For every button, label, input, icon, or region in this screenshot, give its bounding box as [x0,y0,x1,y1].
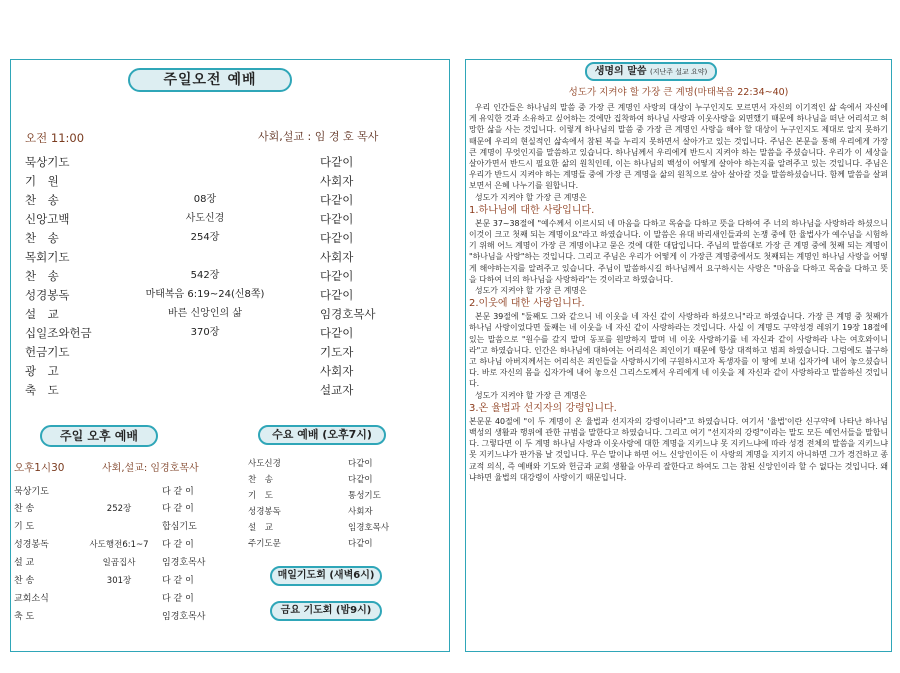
order-who: 사회자 [320,364,354,378]
order-item: 설 교 [25,307,59,321]
wed-order-row [248,505,396,520]
sermon-point-3-heading: 3.온 율법과 선지자의 강령입니다. [469,402,617,414]
sermon-lead: 성도가 지켜야 할 가장 큰 계명은 [475,286,587,296]
pm-service-title: 주일 오후 예배 [40,425,158,447]
order-item: 축 도 [14,612,35,622]
order-who: 다같이 [320,155,354,169]
sermon-badge [585,62,717,81]
order-who: 임경호목사 [320,307,376,321]
order-who: 다같이 [348,475,373,485]
friday-prayer-title: 금요 기도회 (밤9시) [270,601,382,621]
wed-order-row [248,457,396,472]
order-who: 다 같 이 [162,576,194,586]
order-item: 찬 송 [248,475,273,485]
order-who: 다같이 [320,326,354,340]
am-order-row [25,229,380,247]
order-item: 교회소식 [14,594,49,604]
am-service-time: 오전 11:00 [25,131,85,145]
sermon-point-2-text: 본문 39절에 "둘째도 그와 같으니 네 이웃을 네 자신 같이 사랑하라 하셨으니"라고 하였습니다. 가장 큰 계명 중 첫째가 하나님 사랑이었다면 둘째는 네 이웃을 네 자신 같이 사랑하라는 것입니다. 사실 이 계명도 구약성경 레위기 19장 18절에 있는 말씀으로 "원수를 갚지 말며 동포를 원망하지 말며 네 이웃 사랑하기를 네 자신과 같이 사랑하라 나는 여호와이니라"고 하였습니다. 인간은 하나님에 대하여는 어리석은 죄인이기 때문에 항상 대적하고 범죄 하였습니다. 그럼에도 불구하고 하나님 아버지께서는 어리석은 죄인들을 사랑하시기에 구원하시고자 독생자를 이 땅에 보내 십자가에 내어 놓으셨습니다. 바로 자신의 몸을 십자가에 내어 놓으신 그리스도께서 우리에게 네 이웃을 제 자신과 같이 사랑하라고 말씀하신 것입니다. [469,312,888,389]
pm-order-row [14,484,234,501]
order-who: 사회자 [320,250,354,264]
order-who: 기도자 [320,345,354,359]
pm-order-row [14,555,234,572]
daily-prayer-title: 매일기도회 (새벽6시) [270,566,382,586]
sermon-intro: 우리 인간들은 하나님의 말씀 중 가장 큰 계명인 사랑의 대상이 누구인지도 모르면서 자신의 이기적인 삶 속에서 자신에게 유익한 것과 소유하고 싶어하는 것에만 집착하여 하나님 사랑과 이웃사랑을 외면했기 때문에 하나님을 떠난 어리석고 허망한 삶을 사는 것입니다. 이렇게 하나님의 말씀 중 가장 큰 계명인 사랑을 해야 할 대상이 누구인지도 제대로 알지 못하기 때문에 우리의 현실적인 삶속에서 참된 복을 누리지 못하면서 살아가고 있는 것입니다. 주님은 본문을 통해 우리에게 가장 큰 계명이 무엇인지를 말씀하고 있습니다. 하나님께서 우리에게 반드시 지켜야 하는 말씀을 주셨습니다. 우리가 이 세상을 살아가면서 반드시 필요한 삶의 원칙인데, 이는 하나님의 백성이 어떻게 살아야 하는지를 알려주고 있는 것입니다. 주님은 우리가 반드시 지켜야 하는 계명들 중에 가장 큰 계명을 삶의 원칙으로 삼아 살아갈 것을 말씀하셨습니다. 함께 말씀을 살펴보면서 은혜 나누기를 원합니다. [469,103,888,191]
sermon-point-1-text: 본문 37~38절에 "예수께서 이르시되 네 마음을 다하고 목숨을 다하고 뜻을 다하여 주 너의 하나님을 사랑하라 하셨으니 이것이 크고 첫째 되는 계명이요"라고 하였습니다. 이 말씀은 유대 바리새인들과의 논쟁 중에 한 율법사가 예수님을 시험하기 위해 어느 계명이 가장 큰 계명이냐고 묻은 것에 대한 대답입니다. 주님의 말씀대로 가장 큰 계명 중에 첫째 되는 계명이 "하나님을 사랑"하는 것입니다. 그리고 주님은 우리가 어떻게 이 가장큰 계명중에서도 첫째되는 계명인 하나님 사랑을 어떻게 해야하는지를 알려주고 있습니다. 주님이 말씀하시길 하나님께서 요구하시는 사랑은 "마음을 다하고 목숨을 다하고 뜻을 다하여 너의 하나님을 사랑하라"는 것이라고 하였습니다. [469,218,888,284]
order-item: 신앙고백 [25,212,70,226]
order-item: 기 원 [25,174,59,188]
order-item: 성경봉독 [25,288,70,302]
am-order-row [25,153,380,171]
order-detail: 301장 [106,576,132,586]
am-order-row [25,362,380,380]
sermon-badge-label: 생명의 말씀 [594,66,647,77]
pm-order-row [14,609,234,626]
order-detail: 일곱집사 [102,558,136,568]
order-who: 사회자 [348,507,373,517]
order-item: 성경봉독 [248,507,281,517]
order-item: 묵상기도 [14,487,49,497]
order-detail: 252장 [106,504,132,514]
am-order-row [25,172,380,190]
order-item: 찬 송 [14,576,35,586]
am-order-row [25,343,380,361]
am-order-row [25,381,380,399]
order-detail: 08장 [193,194,217,205]
order-who: 다 같 이 [162,487,194,497]
order-who: 합심기도 [162,522,197,532]
order-item: 헌금기도 [25,345,70,359]
order-who: 임경호목사 [162,558,206,568]
order-item: 주기도문 [248,539,281,549]
sermon-lead: 성도가 지켜야 할 가장 큰 계명은 [475,390,587,400]
sermon-lead: 성도가 지켜야 할 가장 큰 계명은 [475,192,587,202]
wed-order-row [248,473,396,488]
sermon-subtitle: 성도가 지켜야 할 가장 큰 계명(마태복음 22:34~40) [568,87,789,98]
am-order-row [25,324,380,342]
order-who: 다같이 [320,193,354,207]
order-item: 찬 송 [25,269,59,283]
am-service-title: 주일오전 예배 [128,68,292,92]
order-detail: 370장 [190,327,220,338]
order-who: 다같이 [320,212,354,226]
order-detail: 542장 [190,270,220,281]
pm-service-time: 오후1시30 [14,462,65,474]
order-item: 찬 송 [25,193,59,207]
order-item: 목회기도 [25,250,70,264]
pm-order-row [14,501,234,518]
wed-service-title: 수요 예배 (오후7시) [258,425,386,445]
order-who: 다같이 [320,288,354,302]
sermon-point-3-text: 본문문 40절에 "이 두 계명이 온 율법과 선지자의 강령이니라"고 하였습니다. 여기서 '율법'이란 신구약에 나타난 하나님 백성의 생활과 행위에 관한 규범을 말한다고 하였습니다. 그리고 여기 "선지자의 강령"이라는 말도 모든 예언서들을 말합니다. 그렇다면 이 두 계명 하나님 사랑과 이웃사랑에 대한 계명을 지키느냐 못 지키느냐에 따라 성경 전체의 말씀을 지키느냐 못 지키느냐가 판가름 날 것입니다. 무슨 말이냐 하면 어느 신앙인이든 이 사랑의 계명을 지키지 아니하면 그가 경건하고 종교적 의식, 즉 예배와 기도와 헌금과 교회 생활을 아무리 잘한다고 하여도 그는 참된 신앙인이라 할 수 없다는 것입니다. 왜냐하면 율법의 대강령이 사랑이기 때문입니다. [469,416,888,482]
order-detail: 254장 [190,232,220,243]
order-item: 성경봉독 [14,540,49,550]
order-item: 기 도 [14,522,35,532]
order-item: 광 고 [25,364,59,378]
am-order-row [25,305,380,323]
order-item: 묵상기도 [25,155,70,169]
order-who: 다같이 [320,231,354,245]
sermon-badge-sub: (지난주 설교 요약) [650,68,708,76]
pm-order-row [14,591,234,608]
order-who: 다 같 이 [162,594,194,604]
order-detail: 마태복음 6:19~24(신8쪽) [145,289,265,300]
order-who: 다같이 [348,459,373,469]
order-item: 찬 송 [14,504,35,514]
order-detail: 사도신경 [185,213,225,224]
pm-order-row [14,573,234,590]
order-who: 임경호목사 [162,612,206,622]
am-order-row [25,210,380,228]
wed-order-row [248,537,396,552]
am-order-row [25,191,380,209]
pm-order-row [14,537,234,554]
order-who: 다같이 [320,269,354,283]
order-who: 다 같 이 [162,540,194,550]
wed-order-row [248,521,396,536]
order-item: 축 도 [25,383,59,397]
am-order-row [25,267,380,285]
am-service-leader: 사회,설교 : 임 경 호 목사 [258,130,379,143]
order-who: 통성기도 [348,491,381,501]
order-item: 십일조와헌금 [25,326,92,340]
order-who: 다같이 [348,539,373,549]
order-item: 기 도 [248,491,273,501]
order-item: 사도신경 [248,459,281,469]
order-who: 다 같 이 [162,504,194,514]
am-order-row [25,248,380,266]
order-who: 임경호목사 [348,523,390,533]
sermon-point-2-heading: 2.이웃에 대한 사랑입니다. [469,298,585,310]
order-detail: 사도행전6:1~7 [89,540,149,550]
order-item: 찬 송 [25,231,59,245]
wed-order-row [248,489,396,504]
pm-order-row [14,519,234,536]
order-who: 사회자 [320,174,354,188]
sermon-point-1-heading: 1.하나님에 대한 사랑입니다. [469,204,595,216]
order-item: 설 교 [248,523,273,533]
am-order-row [25,286,380,304]
order-detail: 바른 신앙인의 삶 [168,308,242,319]
order-who: 설교자 [320,383,354,397]
order-item: 설 교 [14,558,35,568]
sermon-body [469,102,888,650]
pm-service-leader: 사회,설교: 임경호목사 [102,463,199,474]
